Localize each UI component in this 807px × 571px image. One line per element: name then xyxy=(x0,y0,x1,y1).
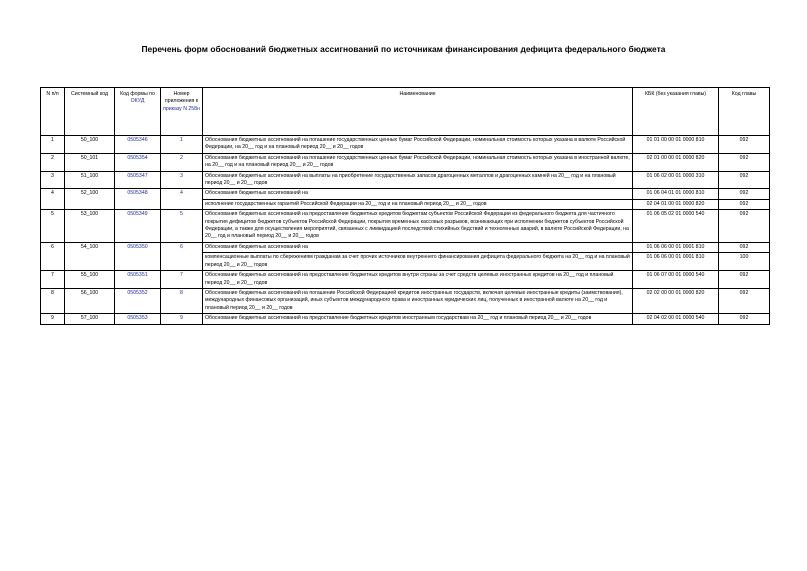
header-kbk: КБК (без указания главы) xyxy=(633,88,719,136)
system-code: 50_101 xyxy=(65,153,115,171)
chapter-code: 092 xyxy=(719,288,770,313)
header-num: N п/п xyxy=(41,88,65,136)
kbk-code: 01 06 06 00 01 0001 810 xyxy=(633,253,719,271)
okud-code-link[interactable]: 0505349 xyxy=(115,210,161,243)
appendix-number-link[interactable]: 5 xyxy=(161,210,203,243)
row-number: 5 xyxy=(41,210,65,243)
appendix-number-link[interactable]: 9 xyxy=(161,314,203,324)
chapter-code: 092 xyxy=(719,242,770,252)
form-name: Обоснования бюджетных ассигнований на погашение государственных ценных бумаг Российской Федерации, номинальная стоимость которых указана в валюте Российской Федерации, на 20__ год и на плановый период 20__ и 20__ годов xyxy=(203,136,633,154)
kbk-code: 01 06 05 02 01 0000 540 xyxy=(633,210,719,243)
table-row xyxy=(41,242,770,252)
row-number: 3 xyxy=(41,171,65,189)
table-row xyxy=(41,136,770,154)
form-name: Обоснования бюджетных ассигнований на погашение государственных ценных бумаг Российской Федерации, номинальная стоимость которых указана в иностранной валюте, на 20__ год и на плановый период 20__ и 20__ годов xyxy=(203,153,633,171)
okud-code-link[interactable]: 0505348 xyxy=(115,189,161,210)
form-name: Обоснование бюджетных ассигнований на предоставление бюджетных кредитов иностранным государствам на 20__ год и плановый период 20__ и 20__ годов xyxy=(203,314,633,324)
system-code: 54_100 xyxy=(65,242,115,270)
form-name: Обоснование бюджетных ассигнований на предоставление бюджетных кредитов внутри страны за счет средств целевых иностранных кредитов на 20__ год и плановый период 20__ и 20__ годов xyxy=(203,271,633,289)
header-name: Наименование xyxy=(203,88,633,136)
header-okud xyxy=(115,88,161,136)
okud-code-link[interactable]: 0505350 xyxy=(115,242,161,270)
header-okud-prefix: Код формы по xyxy=(120,91,155,97)
order-258n-link[interactable]: приказу N 258н xyxy=(163,105,200,112)
kbk-code: 01 06 06 00 01 0001 810 xyxy=(633,242,719,252)
forms-table xyxy=(40,87,770,325)
row-number: 7 xyxy=(41,271,65,289)
system-code: 57_100 xyxy=(65,314,115,324)
system-code: 53_100 xyxy=(65,210,115,243)
table-row xyxy=(41,189,770,199)
header-system-code: Системный код xyxy=(65,88,115,136)
kbk-code: 01 01 00 00 01 0000 810 xyxy=(633,136,719,154)
form-name: Обоснования бюджетных ассигнований на выплаты на приобретение государственных запасов драгоценных металлов и драгоценных камней на 20__ год и на плановый период 20__ и 20__ годов xyxy=(203,171,633,189)
form-name: Обоснования бюджетных ассигнований на предоставление бюджетных кредитов бюджетам субъектов Российской Федерации из федерального бюджета для частичного покрытия дефицитов бюджетов субъектов Российской Федерации, покрытия временных кассовых разрывов, возникающих при исполнении бюджетов субъектов Российской Федерации, а также для осуществления мероприятий, связанных с ликвидацией последствий стихийных бедствий и техногенных аварий, в валюте Российской Федерации, на 20__ год и плановый период 20__ и 20__ годов xyxy=(203,210,633,243)
row-number: 1 xyxy=(41,136,65,154)
form-name: Обоснования бюджетных ассигнований на xyxy=(203,189,633,199)
form-name: Обоснование бюджетных ассигнований на погашение Российской Федерацией кредитов иностранных государств, включая целевые иностранные кредиты (заимствования), международных финансовых организаций, иных субъектов международного права и иностранных юридических лиц, полученных в иностранной валюте на 20__ год и плановый период 20__ и 20__ годов xyxy=(203,288,633,313)
row-number: 2 xyxy=(41,153,65,171)
appendix-number-link[interactable]: 3 xyxy=(161,171,203,189)
row-number: 9 xyxy=(41,314,65,324)
chapter-code: 092 xyxy=(719,314,770,324)
row-number: 6 xyxy=(41,242,65,270)
page-title: Перечень форм обоснований бюджетных ассигнований по источникам финансирования дефицита федерального бюджета xyxy=(141,44,666,54)
appendix-number-link[interactable]: 4 xyxy=(161,189,203,210)
header-chapter: Код главы xyxy=(719,88,770,136)
chapter-code: 092 xyxy=(719,271,770,289)
okud-code-link[interactable]: 0505351 xyxy=(115,271,161,289)
appendix-number-link[interactable]: 2 xyxy=(161,153,203,171)
okud-code-link[interactable]: 0505346 xyxy=(115,136,161,154)
table-row xyxy=(41,271,770,289)
appendix-number-link[interactable]: 7 xyxy=(161,271,203,289)
table-row xyxy=(41,314,770,324)
row-number: 8 xyxy=(41,288,65,313)
table-row xyxy=(41,153,770,171)
header-appendix xyxy=(161,88,203,136)
form-name: Обоснования бюджетных ассигнований на xyxy=(203,242,633,252)
okud-code-link[interactable]: 0505352 xyxy=(115,288,161,313)
system-code: 50_100 xyxy=(65,136,115,154)
okud-link[interactable]: ОКУД xyxy=(130,98,145,105)
appendix-number-link[interactable]: 8 xyxy=(161,288,203,313)
chapter-code: 092 xyxy=(719,153,770,171)
table-row xyxy=(41,171,770,189)
form-name: компенсационные выплаты по сбережениям гражданам за счет прочих источников внутреннего финансирования дефицита федерального бюджета на 20__ год и на плановый период 20__ и 20__ годов xyxy=(203,253,633,271)
chapter-code: 092 xyxy=(719,189,770,199)
chapter-code: 092 xyxy=(719,171,770,189)
appendix-number-link[interactable]: 6 xyxy=(161,242,203,270)
kbk-code: 01 06 02 00 01 0000 310 xyxy=(633,171,719,189)
kbk-code: 02 01 00 00 01 0000 820 xyxy=(633,153,719,171)
kbk-code: 02 02 00 00 01 0000 820 xyxy=(633,288,719,313)
table-row xyxy=(41,288,770,313)
header-appendix-prefix: Номер приложения к xyxy=(164,91,199,105)
okud-code-link[interactable]: 0505347 xyxy=(115,171,161,189)
form-name: исполнение государственных гарантий Российской Федерации на 20__ год и на плановый период 20__ и 20__ годов xyxy=(203,199,633,209)
system-code: 51_100 xyxy=(65,171,115,189)
kbk-code: 02 04 02 00 01 0000 540 xyxy=(633,314,719,324)
chapter-code: 092 xyxy=(719,199,770,209)
system-code: 52_100 xyxy=(65,189,115,210)
chapter-code: 092 xyxy=(719,210,770,243)
table-row xyxy=(41,210,770,243)
row-number: 4 xyxy=(41,189,65,210)
table-header-row xyxy=(41,88,770,136)
okud-code-link[interactable]: 0505353 xyxy=(115,314,161,324)
okud-code-link[interactable]: 0505354 xyxy=(115,153,161,171)
kbk-code: 02 04 01 00 01 0000 820 xyxy=(633,199,719,209)
appendix-number-link[interactable]: 1 xyxy=(161,136,203,154)
chapter-code: 100 xyxy=(719,253,770,271)
kbk-code: 01 06 04 01 01 0000 810 xyxy=(633,189,719,199)
chapter-code: 092 xyxy=(719,136,770,154)
kbk-code: 01 06 07 00 01 0000 540 xyxy=(633,271,719,289)
system-code: 55_100 xyxy=(65,271,115,289)
system-code: 56_100 xyxy=(65,288,115,313)
